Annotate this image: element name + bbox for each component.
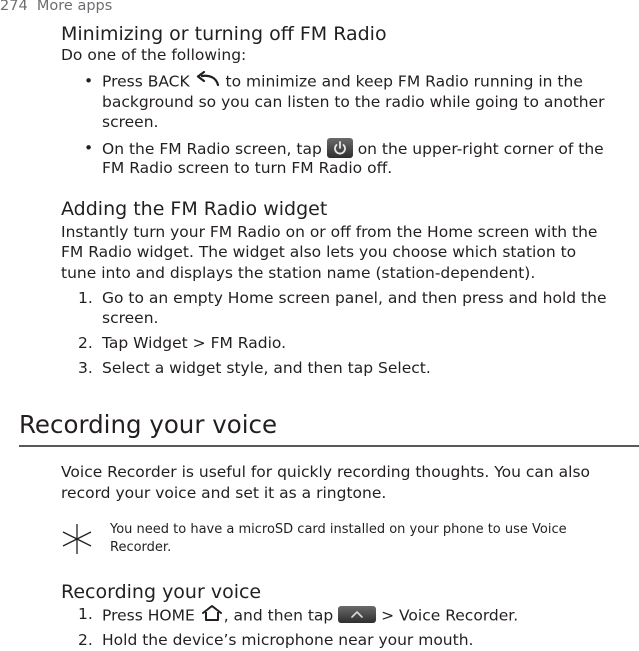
ui-label: > Voice Recorder [381,606,514,625]
recording-step-1: Press HOME , and then tap > Voice Recorder. [102,604,518,628]
fm-off-intro: Do one of the following: [61,46,247,64]
running-header [0,0,112,14]
widget-para-line: Instantly turn your FM Radio on or off from the Home screen with the [61,223,598,241]
step-number: 1. [78,605,93,623]
step-number: 2. [78,631,93,649]
widget-heading: Adding the FM Radio widget [61,198,328,220]
page-number: 274 [0,0,28,14]
section-name: More apps [36,0,113,14]
ui-label: Select [378,359,426,377]
note-line2: Recorder. [110,540,172,555]
recording-step-2: Hold the device’s microphone near your mouth. [102,631,474,649]
widget-para-line: FM Radio widget. The widget also lets you choose which station to [61,243,577,261]
ui-label: Widget > FM Radio [133,334,282,352]
fm-off-heading: Minimizing or turning off FM Radio [61,23,387,45]
widget-step-3: Select a widget style, and then tap Select. [102,359,431,377]
bullet-2-line2: FM Radio screen to turn FM Radio off. [102,159,393,177]
widget-para-line: tune into and displays the station name (station-dependent). [61,264,536,282]
bullet-1-line1: Press BACK to minimize and keep FM Radio running in the [102,71,583,93]
step-number: 1. [78,289,93,307]
note-icon [60,522,94,556]
bullet-marker: • [84,139,94,157]
back-icon [195,71,221,93]
bullet-2-line1: On the FM Radio screen, tap on the upper-right corner of the [102,140,604,158]
bullet-marker: • [84,72,94,90]
ui-label: Voice Recorder [61,463,177,481]
power-button-icon [327,138,353,158]
widget-step-1-line1: Go to an empty Home screen panel, and then press and hold the [102,289,607,307]
recording-subheading: Recording your voice [61,581,262,603]
bullet-1-line2: background so you can listen to the radio while going to another [102,93,605,111]
note-line1: You need to have a microSD card installed on your phone to use Voice [110,522,567,537]
home-icon [200,604,224,628]
all-apps-icon [338,606,376,623]
step-number: 2. [78,334,93,352]
recording-heading: Recording your voice [19,410,278,439]
recording-intro-line2: record your voice and set it as a ringtone. [61,484,387,502]
recording-intro-line1: Voice Recorder is useful for quickly recording thoughts. You can also [61,463,591,481]
step-number: 3. [78,359,93,377]
widget-step-1-line2: screen. [102,309,159,327]
widget-step-2: Tap Widget > FM Radio. [102,334,287,352]
section-divider [19,445,639,447]
bullet-1-line3: screen. [102,113,159,131]
